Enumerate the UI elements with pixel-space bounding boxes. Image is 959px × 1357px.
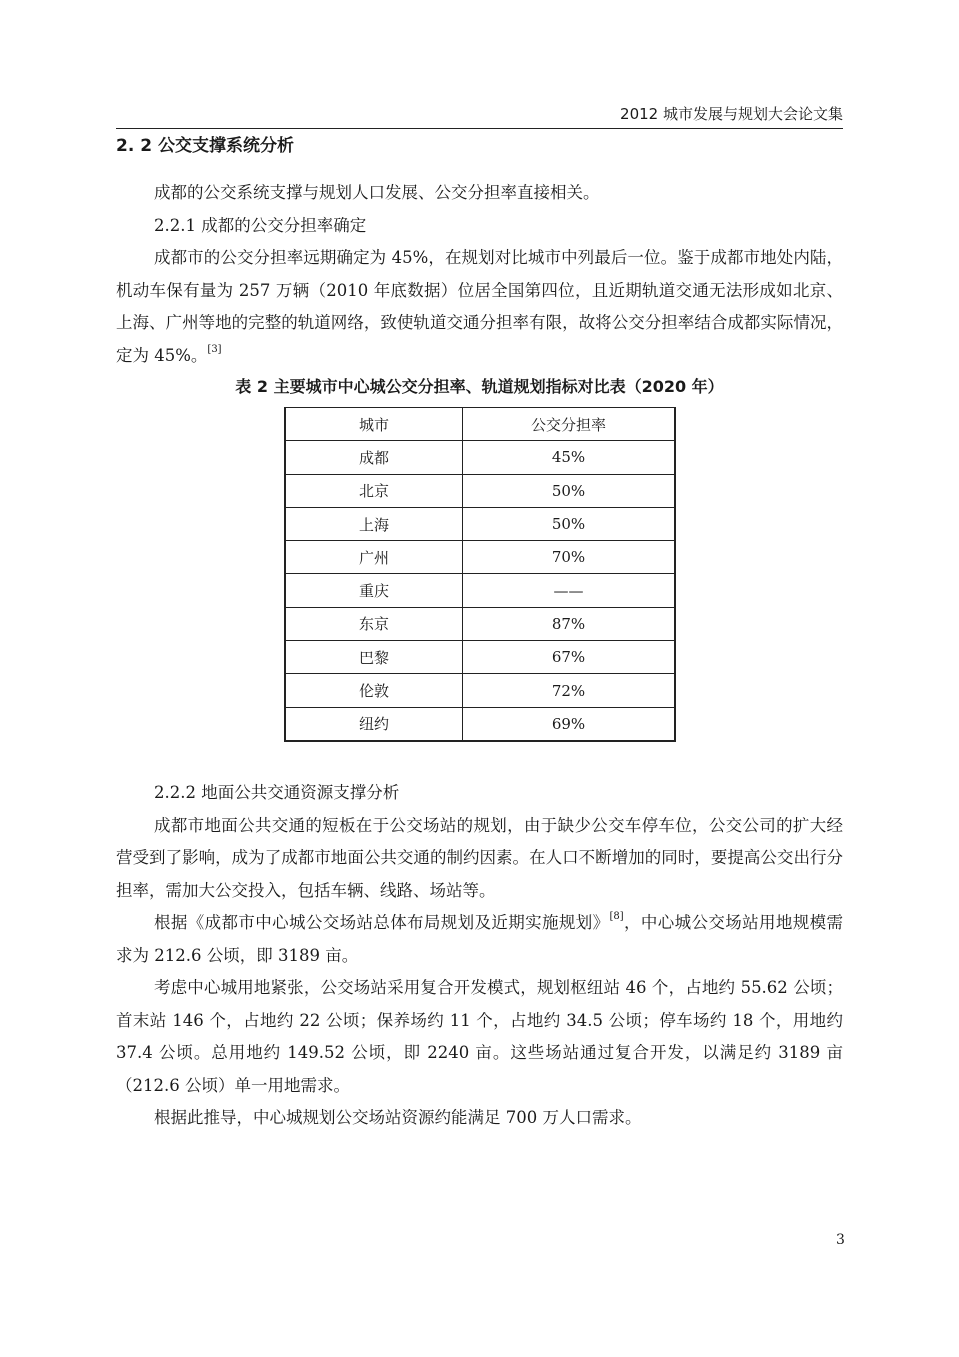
station-demand-paragraph [116, 907, 843, 972]
column-header-city: 城市 [285, 408, 463, 441]
city-cell: 成都 [285, 441, 463, 474]
share-rate-cell: 70% [463, 541, 676, 574]
table-row [285, 541, 675, 574]
subsection-heading-2-2-1: 2.2.1 成都的公交分担率确定 [154, 215, 367, 235]
table-row [285, 474, 675, 507]
city-cell: 广州 [285, 541, 463, 574]
table-row [285, 641, 675, 674]
share-rate-cell: 69% [463, 707, 676, 741]
share-rate-paragraph [116, 242, 843, 372]
city-cell: 纽约 [285, 707, 463, 741]
table-row [285, 607, 675, 640]
share-rate-cell: 67% [463, 641, 676, 674]
city-cell: 北京 [285, 474, 463, 507]
composite-development-paragraph: 考虑中心城用地紧张，公交场站采用复合开发模式，规划枢纽站 46 个，占地约 55.62 公顷；首末站 146 个，占地约 22 公顷；保养场约 11 个，占地约 34.5 公顷；停车场约 18 个，用地约 37.4 公顷。总用地约 149.52 公顷，即 2240 亩。这些场站通过复合开发，以满足约 3189 亩（212.6 公顷）单一用地需求。 [116, 978, 843, 1095]
table-caption: 表 2 主要城市中心城公交分担率、轨道规划指标对比表（2020 年） [235, 377, 724, 396]
share-rate-cell: 87% [463, 607, 676, 640]
table-row [285, 441, 675, 474]
table-row [285, 507, 675, 540]
intro-paragraph: 成都的公交系统支撑与规划人口发展、公交分担率直接相关。 [154, 183, 600, 202]
share-rate-text: 成都市的公交分担率远期确定为 45%，在规划对比城市中列最后一位。鉴于成都市地处内陆，机动车保有量为 257 万辆（2010 年底数据）位居全国第四位，且近期轨道交通无法形成如北京、上海、广州等地的完整的轨道网络，致使轨道交通分担率有限，故将公交分担率结合成都实际情况，定为 45%。 [116, 248, 843, 365]
share-rate-cell: 72% [463, 674, 676, 707]
table-header-row [285, 408, 675, 441]
table-row [285, 674, 675, 707]
share-rate-cell: 50% [463, 507, 676, 540]
citation-ref: [8] [609, 911, 624, 922]
city-cell: 重庆 [285, 574, 463, 607]
station-demand-text-a: 根据《成都市中心城公交场站总体布局规划及近期实施规划》 [154, 913, 610, 932]
page-number: 3 [836, 1232, 845, 1248]
share-rate-cell: 45% [463, 441, 676, 474]
station-demand-text-b: ，中心城公交场站用地规模需求为 212.6 公顷，即 3189 亩。 [116, 913, 844, 965]
city-cell: 东京 [285, 607, 463, 640]
table-row [285, 707, 675, 741]
section-title: 2. 2 公交支撑系统分析 [116, 136, 294, 156]
city-cell: 巴黎 [285, 641, 463, 674]
running-header: 2012 城市发展与规划大会论文集 [116, 104, 843, 129]
conclusion-paragraph: 根据此推导，中心城规划公交场站资源约能满足 700 万人口需求。 [154, 1108, 642, 1127]
column-header-share-rate: 公交分担率 [463, 408, 676, 441]
upper-body [116, 177, 843, 372]
lower-body [116, 777, 843, 1135]
city-cell: 伦敦 [285, 674, 463, 707]
table-row [285, 574, 675, 607]
table-body [285, 441, 675, 741]
station-shortage-paragraph: 成都市地面公共交通的短板在于公交场站的规划，由于缺少公交车停车位，公交公司的扩大经营受到了影响，成为了成都市地面公共交通的制约因素。在人口不断增加的同时，要提高公交出行分担率，需加大公交投入，包括车辆、线路、场站等。 [116, 815, 843, 900]
share-rate-cell: 50% [463, 474, 676, 507]
subsection-heading-2-2-2: 2.2.2 地面公共交通资源支撑分析 [154, 783, 400, 802]
city-cell: 上海 [285, 507, 463, 540]
citation-ref: [3] [207, 343, 222, 355]
share-rate-table [284, 407, 676, 742]
share-rate-cell: —— [463, 574, 676, 607]
